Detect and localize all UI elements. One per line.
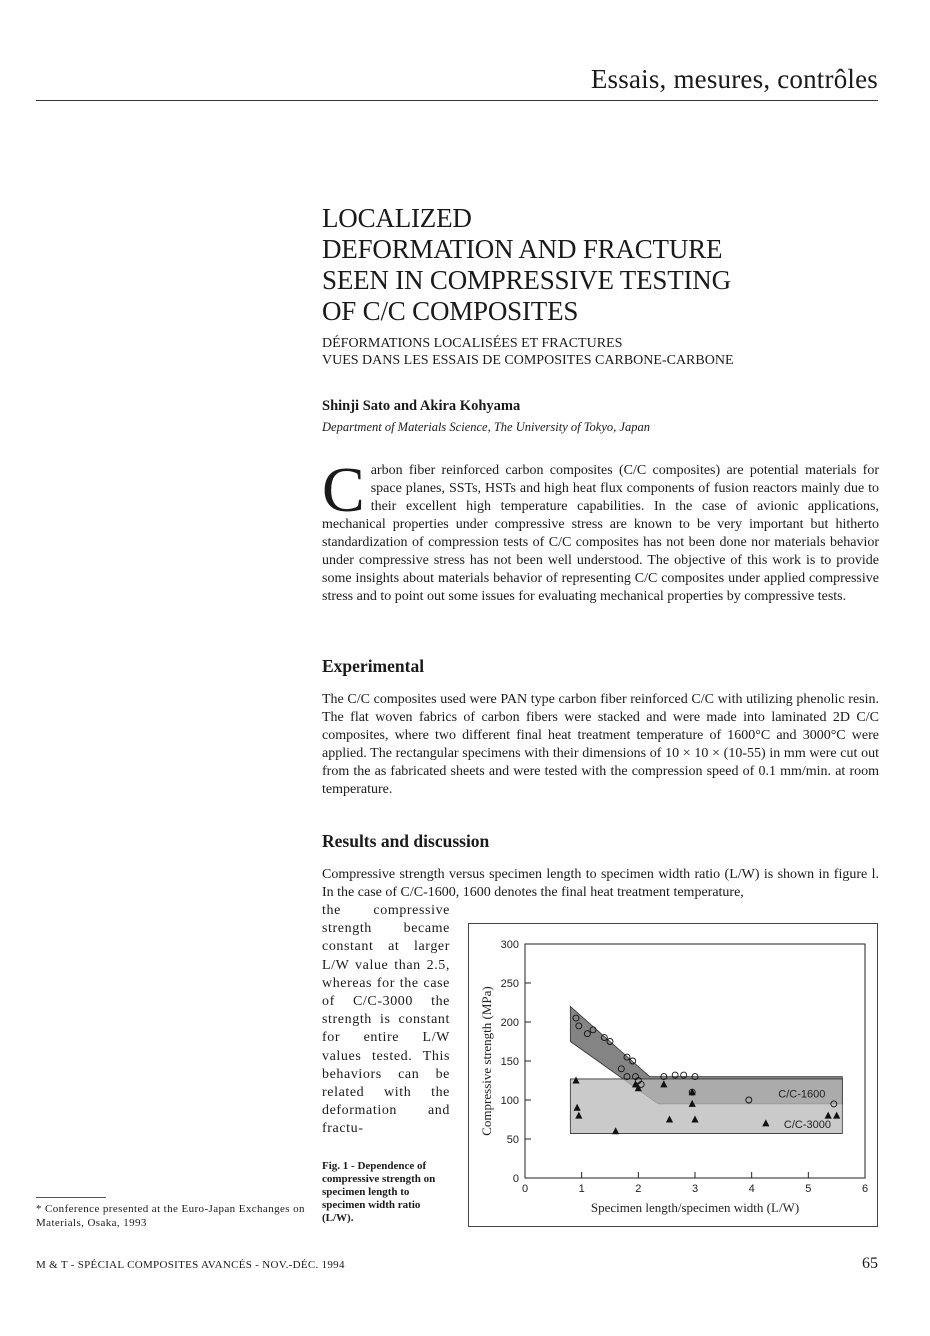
title-line: LOCALIZED: [322, 203, 472, 233]
x-tick-label: 5: [805, 1183, 812, 1195]
y-axis-label: Compressive strength (MPa): [479, 986, 494, 1136]
band-label-cc3000: C/C-3000: [783, 1119, 831, 1132]
x-axis-label: Specimen length/specimen width (L/W): [590, 1200, 800, 1215]
y-tick-label: 200: [500, 1017, 519, 1029]
experimental-text: The C/C composites used were PAN type carbon fiber reinforced C/C with utilizing phenolic resin. The flat woven fabrics of carbon fibers were stacked and were made into laminated 2D C/C composites, where two different final heat treatment temperature of 1600°C and 3000°C were applied. The rectangular specimens with their dimensions of 10 × 10 × (10-55) in mm were cut out from the as fabricated sheets and were tested with the compression speed of 0.1 mm/min. at room temperature.: [322, 692, 879, 797]
y-tick-label: 250: [500, 978, 519, 990]
results-text-narrow: the compressive strength became constant at larger L/W value than 2.5, whereas for the case of C/C-3000 the strength is constant for entire L/W values tested. This behaviors can be related with the deformation and fractu-: [322, 903, 450, 1137]
header-rule: [36, 100, 878, 101]
abstract-rest: of avionic applications, mechanical properties under compressive stress are known to be very important but hitherto standardization of compression tests of C/C composites has not been done nor materials behavior under compressive stress has not been well understood. The objective of this work is to provide some insights about materials behavior of representing C/C composites under applied compressive stress and to point out some issues for evaluating mechanical properties by compressive tests.: [322, 499, 879, 604]
band-label-cc1600: C/C-1600: [778, 1088, 826, 1101]
title-line: DEFORMATION AND FRACTURE: [322, 234, 723, 264]
page-number: 65: [862, 1255, 878, 1272]
footnote: * Conference presented at the Euro-Japan Exchanges on Materials, Osaka, 1993: [36, 1203, 305, 1229]
figure-1: [468, 923, 878, 1227]
x-tick-label: 4: [748, 1183, 755, 1195]
x-tick-label: 1: [578, 1183, 585, 1195]
plot-frame: [525, 944, 865, 1178]
title-line: SEEN IN COMPRESSIVE TESTING: [322, 265, 731, 295]
compressive-strength-chart: [469, 924, 877, 1226]
x-tick-label: 0: [521, 1183, 529, 1195]
footnote-rule: [36, 1197, 106, 1198]
heading-results: Results and discussion: [322, 831, 490, 851]
subtitle-line: DÉFORMATIONS LOCALISÉES ET FRACTURES: [322, 336, 623, 351]
y-tick-label: 100: [500, 1095, 519, 1107]
x-tick-label: 2: [635, 1183, 642, 1195]
x-tick-label: 6: [861, 1183, 869, 1195]
abstract-first: arbon fiber reinforced carbon composites (C/C composites) are potential materials for space planes, SSTs, HSTs and high heat flux components of fusion reactors mainly due to their excellent high temperature capabilities. In the case: [370, 463, 879, 514]
heading-experimental: Experimental: [322, 656, 425, 676]
y-tick-label: 300: [500, 939, 519, 951]
article-subtitle: [322, 335, 882, 369]
results-text: Compressive strength versus specimen length to specimen width ratio (L/W) is shown in figure l. In the case of C/C-1600, 1600 denotes the final heat treatment temperature,: [322, 867, 879, 900]
section-header: Essais, mesures, contrôles: [590, 64, 878, 94]
x-tick-label: 3: [691, 1183, 699, 1195]
y-tick-label: 0: [512, 1173, 519, 1185]
y-tick-label: 50: [506, 1134, 519, 1146]
journal-footer: M & T - SPÉCIAL COMPOSITES AVANCÉS - NOV.-DÉC. 1994: [36, 1259, 345, 1271]
article-title: [322, 203, 882, 327]
figure-caption: Fig. 1 - Dependence of compressive strength on specimen length to specimen width ratio (L/W).: [322, 1160, 436, 1224]
title-line: OF C/C COMPOSITES: [322, 296, 579, 326]
drop-cap: C: [322, 454, 365, 525]
subtitle-line: VUES DANS LES ESSAIS DE COMPOSITES CARBONE-CARBONE: [322, 353, 734, 368]
authors: Shinji Sato and Akira Kohyama: [322, 398, 521, 414]
affiliation: Department of Materials Science, The University of Tokyo, Japan: [322, 420, 650, 434]
abstract: [322, 454, 879, 606]
y-tick-label: 150: [500, 1056, 519, 1068]
